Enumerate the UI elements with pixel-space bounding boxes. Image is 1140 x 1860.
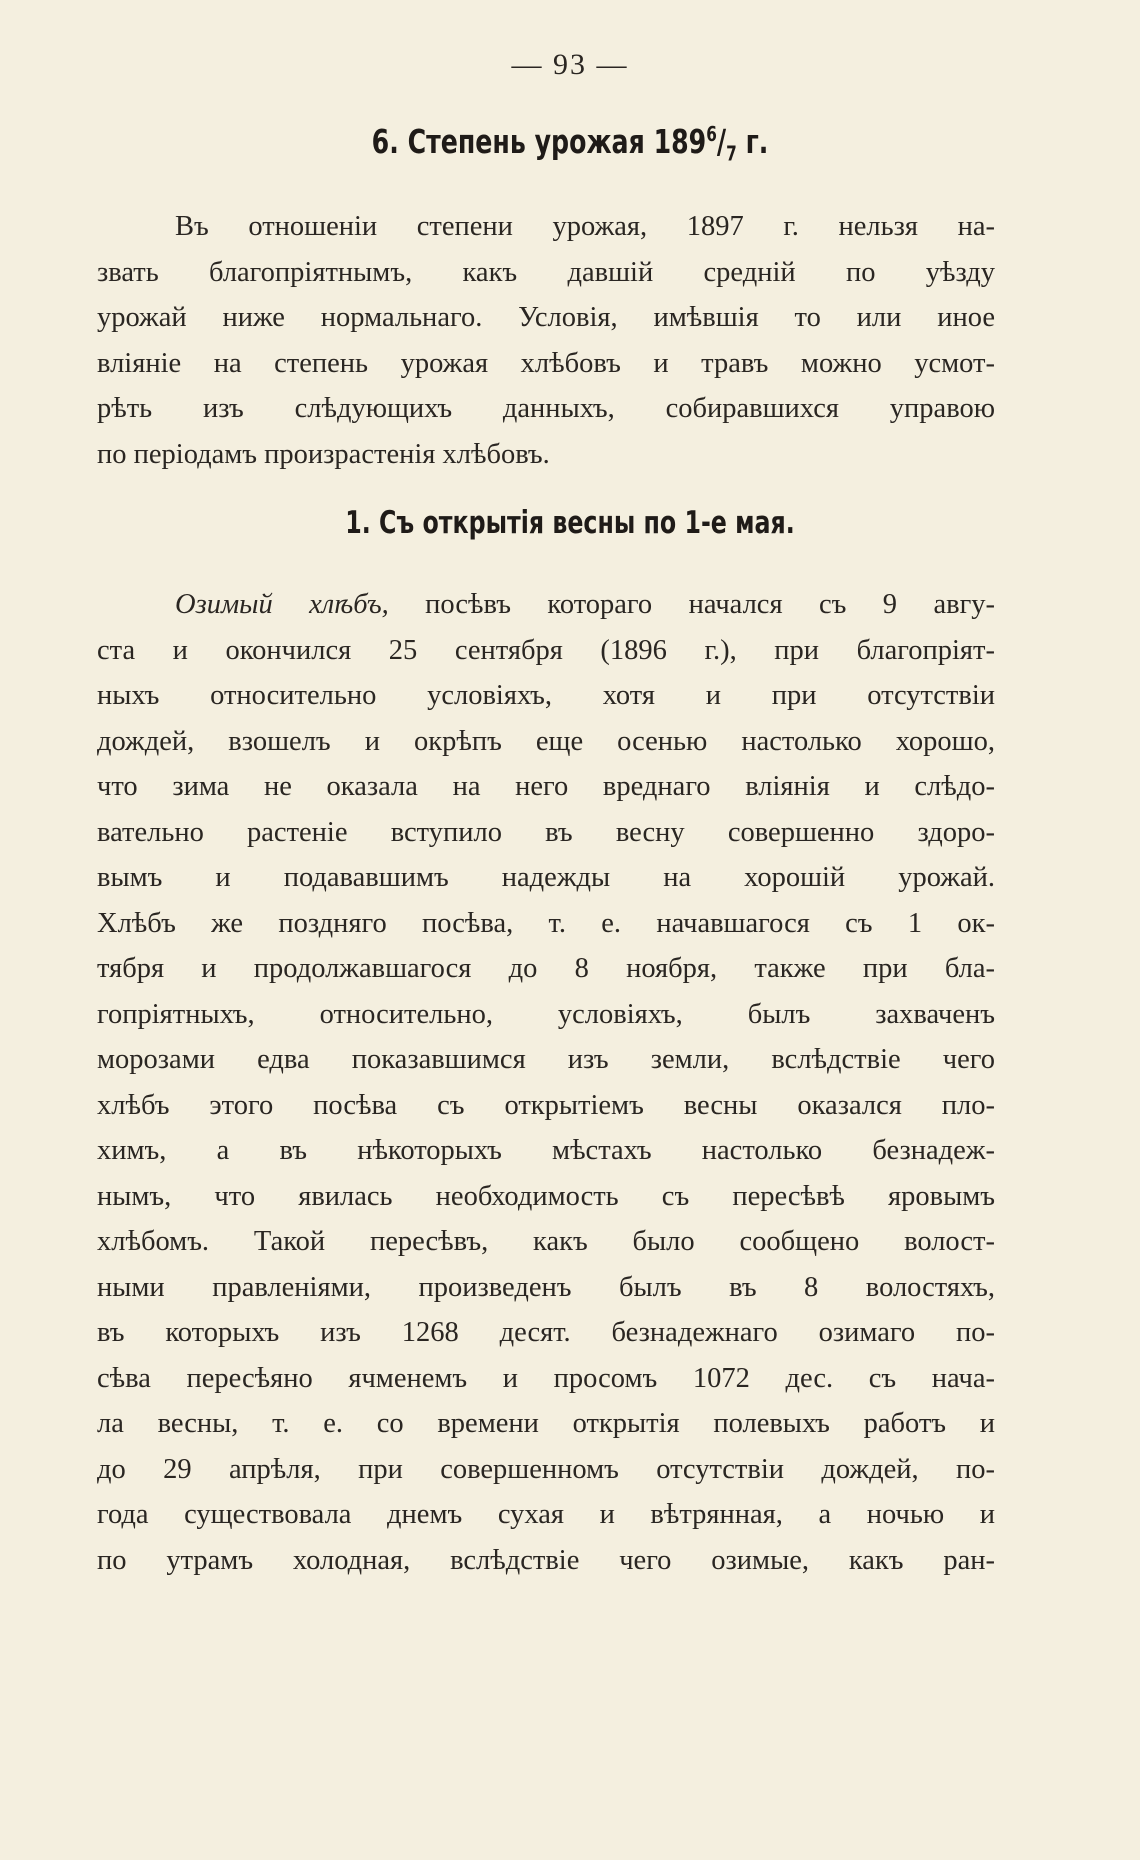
paragraph-winter-crops — [97, 582, 995, 1583]
paragraph-line-rest: посѣвъ котораго начался съ 9 авгу- — [388, 589, 995, 620]
paragraph-intro — [97, 204, 995, 477]
paragraph-line: ла весны, т. е. со времени открытія полевыхъ работъ и — [97, 1408, 995, 1439]
italic-term: Озимый хлѣбъ, — [175, 589, 389, 620]
subsection-heading: 1. Съ открытія весны по 1-е мая. — [345, 505, 795, 541]
paragraph-line: нымъ, что явилась необходимость съ пересѣвѣ яровымъ — [97, 1180, 995, 1212]
paragraph-line: ста и окончился 25 сентября (1896 г.), при благопріят- — [97, 634, 995, 666]
section-title-suffix: г. — [736, 122, 769, 161]
paragraph-line: по періодамъ произрастенія хлѣбовъ. — [97, 438, 550, 470]
paragraph-line: химъ, а въ нѣкоторыхъ мѣстахъ настолько безнадеж- — [97, 1135, 995, 1166]
paragraph-line: года существовала днемъ сухая и вѣтрянная, а ночью и — [97, 1499, 995, 1530]
paragraph-line: сѣва пересѣяно ячменемъ и просомъ 1072 дес. съ нача- — [97, 1362, 995, 1394]
paragraph-line: урожай ниже нормальнаго. Условія, имѣвшія то или иное — [97, 302, 995, 333]
fraction: $^6/_7$ — [706, 122, 737, 166]
fraction-denominator: 7 — [726, 141, 737, 166]
paragraph-line: хлѣбомъ. Такой пересѣвъ, какъ было сообщено волост- — [97, 1226, 995, 1257]
paragraph-line: ными правленіями, произведенъ былъ въ 8 волостяхъ, — [97, 1271, 995, 1303]
page-number: — 93 — — [511, 48, 629, 81]
section-number: 6. — [371, 122, 399, 161]
paragraph-line: Въ отношеніи степени урожая, 1897 г. нельзя на- — [175, 211, 995, 242]
section-heading — [86, 122, 1055, 166]
paragraph-line: дождей, взошелъ и окрѣпъ еще осенью настолько хорошо, — [97, 725, 995, 757]
paragraph-line: гопріятныхъ, относительно, условіяхъ, былъ захваченъ — [97, 998, 995, 1030]
paragraph-line: Хлѣбъ же поздняго посѣва, т. е. начавшагося съ 1 ок- — [97, 907, 995, 939]
paragraph-line: въ которыхъ изъ 1268 десят. безнадежнаго озимаго по- — [97, 1317, 995, 1348]
paragraph-line: вымъ и подававшимъ надежды на хорошій урожай. — [97, 862, 995, 893]
paragraph-line — [97, 582, 995, 628]
paragraph-line: вліяніе на степень урожая хлѣбовъ и травъ можно усмот- — [97, 347, 995, 379]
paragraph-line: вательно растеніе вступило въ весну совершенно здоро- — [97, 816, 995, 848]
paragraph-line: ныхъ относительно условіяхъ, хотя и при отсутствіи — [97, 680, 995, 711]
paragraph-line: рѣть изъ слѣдующихъ данныхъ, собиравшихся управою — [97, 393, 995, 424]
paragraph-line: звать благопріятнымъ, какъ давшій средній по уѣзду — [97, 256, 995, 288]
paragraph-line: хлѣбъ этого посѣва съ открытіемъ весны оказался пло- — [97, 1089, 995, 1121]
section-title: Степень урожая 189 — [407, 122, 707, 161]
paragraph-line: по утрамъ холодная, вслѣдствіе чего озимые, какъ ран- — [97, 1544, 995, 1576]
paragraph-line: тября и продолжавшагося до 8 ноября, также при бла- — [97, 953, 995, 984]
fraction-numerator: 6 — [706, 122, 717, 146]
paragraph-line: морозами едва показавшимся изъ земли, вслѣдствіе чего — [97, 1044, 995, 1075]
paragraph-line: что зима не оказала на него вреднаго вліянія и слѣдо- — [97, 771, 995, 802]
paragraph-line: до 29 апрѣля, при совершенномъ отсутствіи дождей, по- — [97, 1453, 995, 1485]
